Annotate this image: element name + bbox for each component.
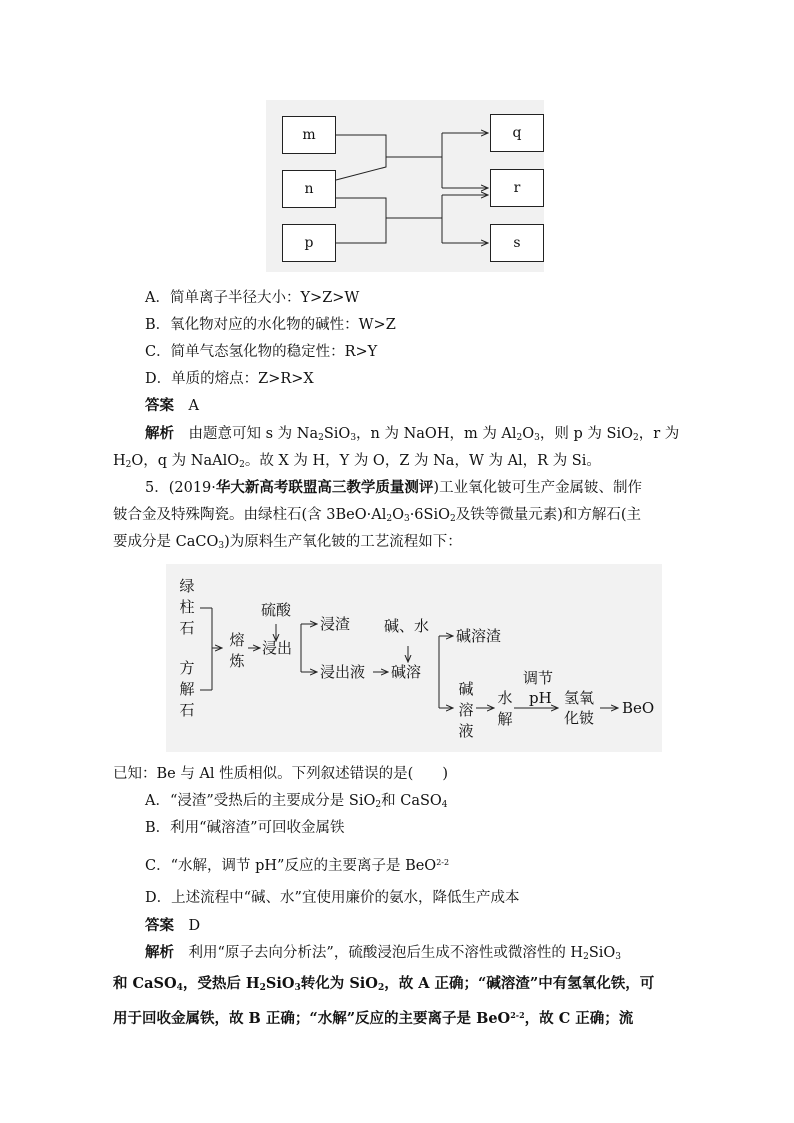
q5-line3: 要成分是 CaCO$_3$)为原料生产氧化铍的工艺流程如下： bbox=[113, 534, 462, 551]
acid-label: 硫酸 bbox=[261, 601, 292, 619]
beryl-label: 绿 柱 石 bbox=[179, 577, 195, 637]
box-n: n bbox=[282, 170, 336, 208]
product-label: BeO bbox=[622, 699, 655, 717]
diagram-connectors bbox=[266, 100, 544, 272]
alkali-solution-label: 碱 溶 液 bbox=[458, 680, 474, 740]
box-q: q bbox=[490, 114, 544, 152]
box-r: r bbox=[490, 169, 544, 207]
box-m: m bbox=[282, 116, 336, 154]
q5-line1: 5．(2019·华大新高考联盟高三教学质量测评)工业氧化铍可生产金属铍、制作 bbox=[145, 479, 643, 496]
answer-q4: 答案 A bbox=[145, 397, 199, 414]
leachate-label: 浸出液 bbox=[320, 663, 366, 681]
hydroxide-label-1: 氢氧 bbox=[564, 689, 595, 707]
alkali-residue-label: 碱溶渣 bbox=[456, 627, 502, 645]
q5-option-a: A．“浸渣”受热后的主要成分是 SiO$_2$和 CaSO$_4$ bbox=[145, 793, 448, 810]
hydrolysis-label: 水 解 bbox=[497, 689, 513, 728]
reaction-diagram bbox=[266, 100, 544, 272]
q5-option-d: D．上述流程中“碱、水”宜使用廉价的氨水，降低生产成本 bbox=[145, 890, 520, 906]
analysis-q5-line3: 用于回收金属铁，故 B 正确；“水解”反应的主要离子是 BeO$^{2-2}$，故 C 正确；流 bbox=[113, 1010, 634, 1027]
box-s: s bbox=[490, 224, 544, 262]
analysis-q4-line2: $H_2O$，q 为 NaAlO$_2$。故 X 为 H，Y 为 O，Z 为 Na，W 为 Al，R 为 Si。 bbox=[113, 453, 601, 470]
box-p: p bbox=[282, 224, 336, 262]
alkali-water-label: 碱、水 bbox=[384, 617, 430, 635]
option-b: B．氧化物对应的水化物的碱性：W>Z bbox=[145, 317, 396, 333]
smelt-label: 熔 炼 bbox=[229, 631, 245, 670]
hydroxide-label-2: 化铍 bbox=[564, 709, 595, 727]
option-d: D．单质的熔点：Z>R>X bbox=[145, 371, 314, 387]
calcite-label: 方 解 石 bbox=[179, 659, 195, 719]
answer-q5: 答案 D bbox=[145, 917, 201, 934]
analysis-q5-line2: 和 CaSO$_4$，受热后 $H_2SiO_3$转化为 SiO$_2$，故 A 正确；“碱溶渣”中有氢氧化铁，可 bbox=[113, 975, 655, 993]
option-c: C．简单气态氢化物的稳定性：R>Y bbox=[145, 344, 378, 360]
q5-option-b: B．利用“碱溶渣”可回收金属铁 bbox=[145, 820, 345, 836]
process-flowchart bbox=[166, 564, 662, 752]
ph-label: pH bbox=[529, 689, 552, 707]
option-a: A．简单离子半径大小：Y>Z>W bbox=[145, 290, 360, 306]
alkali-dissolve-label: 碱溶 bbox=[391, 663, 422, 681]
q5-option-c: C．“水解，调节 pH”反应的主要离子是 BeO$^{2-2}$ bbox=[145, 858, 450, 874]
analysis-q4-line1: 解析 由题意可知 s 为 $Na_2SiO_3$，n 为 NaOH，m 为 $Al_2O_3$，则 p 为 SiO$_2$，r 为 bbox=[145, 425, 680, 443]
leach-label: 浸出 bbox=[262, 639, 293, 657]
residue-label: 浸渣 bbox=[320, 615, 351, 633]
analysis-q5-line1: 解析 利用“原子去向分析法”，硫酸浸泡后生成不溶性或微溶性的 $H_2SiO_3$ bbox=[145, 944, 622, 962]
q5-line2: 铍合金及特殊陶瓷。由绿柱石(含 $3BeO\cdot Al_2O_3\cdot 6SiO_2$及铁等微量元素)和方解石(主 bbox=[113, 507, 642, 524]
adjust-label: 调节 bbox=[523, 669, 554, 687]
q5-stem: 已知：Be 与 Al 性质相似。下列叙述错误的是( ) bbox=[113, 766, 448, 782]
